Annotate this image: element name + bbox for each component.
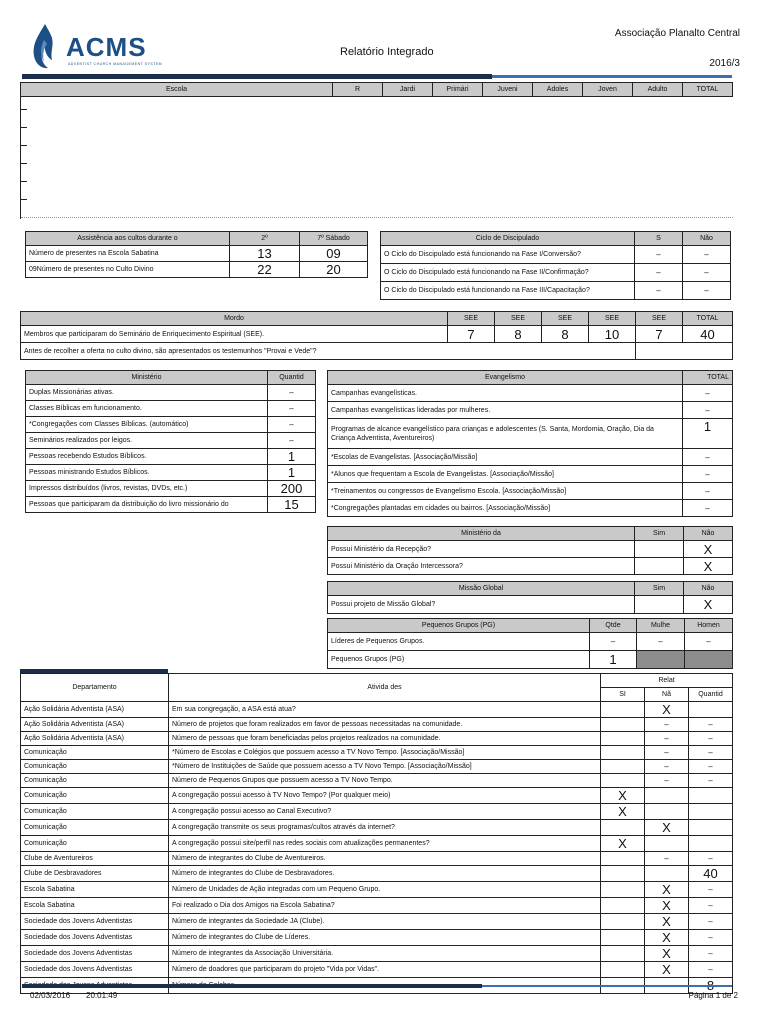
period: 2016/3 [709,58,740,69]
header-bar-accent [492,75,732,78]
footer-page: Página 1 de 2 [688,991,738,1000]
dept-header-atividade: Ativida des [169,674,601,702]
table-row [328,419,733,449]
table-row [381,246,731,264]
dept-activity: Número de integrantes da Associação Universitária. [169,946,601,962]
dept-activity: A congregação possui site/perfil nas redes sociais com atualizações permanentes? [169,836,601,852]
missao-nao: X [684,596,733,614]
mordomia-value: 7 [636,326,683,343]
ministerio-value: 1 [268,449,316,465]
mordomia-value: 8 [542,326,589,343]
dept-sim [601,866,645,882]
dept-activity: *Número de Instituições de Saúde que possuem acesso a TV Novo Tempo. [Associação/Missão] [169,760,601,774]
dept-nao: X [645,962,689,978]
mordomia-empty [636,343,733,360]
dept-quant: – [689,746,733,760]
ministerio-value: – [268,401,316,417]
dept-name: Comunicação [21,746,169,760]
pg-homens: – [685,633,733,651]
pg-qtde: 1 [590,651,637,669]
ministerio-label: Pessoas recebendo Estudos Bíblicos. [26,449,268,465]
footer-date: 02/03/2016 [30,991,71,1000]
dept-header-nao: Nã [645,688,689,702]
assist-value: 20 [300,262,368,278]
logo-subtitle: ADVENTIST CHURCH MANAGEMENT SYSTEM [68,62,163,66]
dept-nao: – [645,732,689,746]
col-adulto: Adulto [633,83,683,97]
ciclo-table [380,231,731,300]
table-row [21,702,733,718]
ministerio-value: – [268,385,316,401]
ministerio-value: – [268,433,316,449]
evangelismo-value: – [683,402,733,419]
evangelismo-label: Campanhas evangelísticas. [328,385,683,402]
ministerio-da-nao: X [684,541,733,558]
table-row [328,402,733,419]
missao-header-sim: Sim [635,582,684,596]
missao-label: Possui projeto de Missão Global? [328,596,635,614]
dept-nao: – [645,718,689,732]
mordomia-header-label: Mordo [21,312,448,326]
assist-label: 09Número de presentes no Culto Divino [26,262,230,278]
pg-mulheres: – [637,633,685,651]
dept-sim [601,760,645,774]
ciclo-header-label: Ciclo de Discipulado [381,232,635,246]
ministerio-da-table [327,526,733,575]
ministerio-da-label: Possui Ministério da Recepção? [328,541,635,558]
ministerio-header-quant: Quantid [268,371,316,385]
dept-name: Escola Sabatina [21,882,169,898]
pg-header-qtde: Qtde [590,619,637,633]
mordomia-total: 40 [683,326,733,343]
dept-nao: X [645,702,689,718]
dept-nao: X [645,882,689,898]
assist-value: 13 [230,246,300,262]
dept-nao: X [645,946,689,962]
ministerio-da-sim [635,558,684,575]
dept-header-departamento: Departamento [21,674,169,702]
dept-name: Comunicação [21,820,169,836]
dept-name: Ação Solidária Adventista (ASA) [21,718,169,732]
table-row [21,866,733,882]
ministerio-label: Seminários realizados por leigos. [26,433,268,449]
logo [30,22,180,72]
pg-homens [685,651,733,669]
ministerio-da-header: Ministério da [328,527,635,541]
table-row [328,651,733,669]
ministerio-da-header-nao: Não [684,527,733,541]
table-row [21,820,733,836]
dept-activity: Número de Unidades de Ação integradas com um Pequeno Grupo. [169,882,601,898]
dept-sim [601,820,645,836]
ciclo-header-sim: S [635,232,683,246]
dept-quant: – [689,946,733,962]
mordomia-table [20,311,733,360]
ministerio-label: Pessoas que participaram da distribuição do livro missionário do [26,497,268,513]
pg-label: Pequenos Grupos (PG) [328,651,590,669]
escola-empty-area [20,97,732,219]
dept-sim [601,882,645,898]
dept-name: Sociedade dos Jovens Adventistas [21,946,169,962]
dept-name: Comunicação [21,774,169,788]
table-row [26,481,316,497]
escola-table [20,82,733,97]
dept-quant: – [689,760,733,774]
evangelismo-value: – [683,385,733,402]
table-row [328,483,733,500]
dept-nao: – [645,852,689,866]
dept-quant [689,702,733,718]
ciclo-label: O Ciclo do Discipulado está funcionando na Fase I/Conversão? [381,246,635,264]
table-row [21,962,733,978]
dept-quant [689,836,733,852]
table-row [21,718,733,732]
dept-nao [645,804,689,820]
assist-header-2: 2º [230,232,300,246]
dept-nao: X [645,914,689,930]
dept-sim: X [601,804,645,820]
missao-header-nao: Não [684,582,733,596]
table-row [21,898,733,914]
dept-activity: *Número de Escolas e Colégios que possuem acesso a TV Novo Tempo. [Associação/Missão] [169,746,601,760]
table-row [381,282,731,300]
dept-activity: Número de integrantes da Sociedade JA (Clube). [169,914,601,930]
dept-sim [601,930,645,946]
table-row [26,449,316,465]
dept-name: Escola Sabatina [21,898,169,914]
table-row [26,246,368,262]
dept-name: Comunicação [21,836,169,852]
dept-quant [689,804,733,820]
pequenos-grupos-table [327,618,733,669]
dept-activity: Número de projetos que foram realizados em favor de pessoas necessitadas na comunidade. [169,718,601,732]
evangelismo-label: *Treinamentos ou congressos de Evangelismo Escola. [Associação/Missão] [328,483,683,500]
table-row [26,262,368,278]
dept-activity: A congregação possui acesso à TV Novo Tempo? (Por qualquer meio) [169,788,601,804]
table-row [328,449,733,466]
pg-header-homens: Homen [685,619,733,633]
footer-time: 20:01:49 [86,991,118,1000]
dept-name: Comunicação [21,760,169,774]
dept-nao: – [645,760,689,774]
header-bar [22,74,492,79]
table-row [26,385,316,401]
table-row [26,465,316,481]
table-row [328,596,733,614]
ciclo-nao: – [683,282,731,300]
mordomia-header-see: SEE [542,312,589,326]
table-row [328,385,733,402]
table-row [26,433,316,449]
dept-sim [601,732,645,746]
dept-activity: Número de doadores que participaram do projeto "Vida por Vidas". [169,962,601,978]
evangelismo-value: – [683,500,733,517]
mordomia-header-total: TOTAL [683,312,733,326]
logo-text: ACMS [66,32,147,62]
dept-activity: Foi realizado o Dia dos Amigos na Escola Sabatina? [169,898,601,914]
evangelismo-value: – [683,466,733,483]
table-row [21,760,733,774]
dept-name: Sociedade dos Jovens Adventistas [21,914,169,930]
dept-header-relat: Relat [601,674,733,688]
dept-quant: – [689,732,733,746]
table-row [328,558,733,575]
dept-name: Ação Solidária Adventista (ASA) [21,732,169,746]
dept-nao: – [645,746,689,760]
ministerio-label: Duplas Missionárias ativas. [26,385,268,401]
pg-header: Pequenos Grupos (PG) [328,619,590,633]
dept-activity: Número de integrantes do Clube de Desbravadores. [169,866,601,882]
table-row [21,804,733,820]
page-title: Relatório Integrado [340,46,434,58]
dept-activity: A congregação transmite os seus programas/cultos através da internet? [169,820,601,836]
evangelismo-header-total: TOTAL [683,371,733,385]
dept-activity: A congregação possui acesso ao Canal Executivo? [169,804,601,820]
evangelismo-label: *Alunos que frequentam a Escola de Evangelistas. [Associação/Missão] [328,466,683,483]
ministerio-value: 15 [268,497,316,513]
dept-sim [601,914,645,930]
mordomia-header-see: SEE [636,312,683,326]
ministerio-value: 1 [268,465,316,481]
dept-sim [601,774,645,788]
assist-label: Número de presentes na Escola Sabatina [26,246,230,262]
table-row [21,882,733,898]
ciclo-sim: – [635,264,683,282]
missao-sim [635,596,684,614]
table-row [328,633,733,651]
assist-value: 09 [300,246,368,262]
dept-sim [601,718,645,732]
ciclo-sim: – [635,282,683,300]
ministerio-label: Impressos distribuídos (livros, revistas, DVDs, etc.) [26,481,268,497]
table-row [21,732,733,746]
footer-bar [22,984,482,988]
dept-sim [601,946,645,962]
mordomia-header-see: SEE [448,312,495,326]
dept-name: Ação Solidária Adventista (ASA) [21,702,169,718]
table-row [26,497,316,513]
dept-nao: X [645,898,689,914]
table-row [21,774,733,788]
ministerio-label: Classes Bíblicas em funcionamento. [26,401,268,417]
ministerio-da-nao: X [684,558,733,575]
mordomia-header-see: SEE [589,312,636,326]
dept-quant: – [689,774,733,788]
col-escola: Escola [21,83,333,97]
ministerio-value: 200 [268,481,316,497]
departamento-table [20,673,733,994]
assist-header-7: 7º Sábado [300,232,368,246]
dept-quant: – [689,882,733,898]
dept-quant: 40 [689,866,733,882]
dept-sim [601,852,645,866]
col-primario: Primári [433,83,483,97]
col-juvenil: Juveni [483,83,533,97]
ciclo-nao: – [683,264,731,282]
assist-value: 22 [230,262,300,278]
mordomia-value: 7 [448,326,495,343]
mordomia-empty [542,343,636,360]
table-row [21,788,733,804]
dept-sim [601,746,645,760]
table-row [26,417,316,433]
dept-sim [601,702,645,718]
evangelismo-header-label: Evangelismo [328,371,683,385]
dept-quant: – [689,914,733,930]
dept-quant: – [689,718,733,732]
ciclo-header-nao: Não [683,232,731,246]
missao-header: Missão Global [328,582,635,596]
ciclo-sim: – [635,246,683,264]
dept-nao [645,788,689,804]
col-jardim: Jardi [383,83,433,97]
dept-quant: – [689,930,733,946]
ministerio-da-label: Possui Ministério da Oração Intercessora? [328,558,635,575]
assist-header-label: Assistência aos cultos durante o [26,232,230,246]
dept-nao: X [645,820,689,836]
pg-mulheres [637,651,685,669]
evangelismo-label: *Congregações plantadas em cidades ou bairros. [Associação/Missão] [328,500,683,517]
dept-activity: Em sua congregação, a ASA está atua? [169,702,601,718]
table-row [21,852,733,866]
evangelismo-label: Programas de alcance evangelístico para crianças e adolescentes (S. Santa, Mordomia, Oração, Dia da Criança Adventista, Aventureiros) [328,419,683,449]
ministerio-label: Pessoas ministrando Estudos Bíblicos. [26,465,268,481]
dept-activity: Número de integrantes do Clube de Líderes. [169,930,601,946]
dept-name: Clube de Desbravadores [21,866,169,882]
dept-quant: – [689,852,733,866]
dept-nao [645,836,689,852]
flame-logo-icon [30,22,60,70]
table-row [21,326,733,343]
table-row [21,343,733,360]
mordomia-label: Membros que participaram do Seminário de Enriquecimento Espiritual (SEE). [21,326,448,343]
table-row [328,500,733,517]
dept-quant: – [689,898,733,914]
col-adolescente: Adoles [533,83,583,97]
table-row [21,930,733,946]
table-row [328,466,733,483]
pg-label: Líderes de Pequenos Grupos. [328,633,590,651]
table-row [328,541,733,558]
ministerio-da-header-sim: Sim [635,527,684,541]
dept-name: Sociedade dos Jovens Adventistas [21,930,169,946]
evangelismo-value: – [683,449,733,466]
evangelismo-value: – [683,483,733,500]
ministerio-label: *Congregações com Classes Bíblicas. (automático) [26,417,268,433]
table-row [381,264,731,282]
table-row [26,401,316,417]
table-row [21,836,733,852]
dept-name: Comunicação [21,804,169,820]
dept-activity: Número de Pequenos Grupos que possuem acesso a TV Novo Tempo. [169,774,601,788]
dept-quant [689,788,733,804]
dept-sim: X [601,788,645,804]
pg-qtde: – [590,633,637,651]
dept-name: Comunicação [21,788,169,804]
dept-sim [601,962,645,978]
missao-global-table [327,581,733,614]
dept-activity: Número de integrantes do Clube de Aventureiros. [169,852,601,866]
org-name: Associação Planalto Central [614,28,740,39]
table-row [21,946,733,962]
table-row [21,914,733,930]
ciclo-label: O Ciclo do Discipulado está funcionando na Fase III/Capacitação? [381,282,635,300]
dept-name: Sociedade dos Jovens Adventistas [21,962,169,978]
dept-nao [645,866,689,882]
footer-bar-accent [482,985,732,987]
dept-header-quant: Quantid [689,688,733,702]
mordomia-value: 10 [589,326,636,343]
ministerio-table [25,370,316,513]
table-row [21,746,733,760]
mordomia-label: Antes de recolher a oferta no culto divino, são apresentados os testemunhos "Provai e Vede"? [21,343,542,360]
assistencia-table [25,231,368,278]
ministerio-value: – [268,417,316,433]
ministerio-da-sim [635,541,684,558]
dept-name: Clube de Aventureiros [21,852,169,866]
ministerio-header-label: Ministério [26,371,268,385]
dept-header-sim: SI [601,688,645,702]
dept-sim: X [601,836,645,852]
dept-quant: – [689,962,733,978]
mordomia-header-see: SEE [495,312,542,326]
col-jovem: Joven [583,83,633,97]
dept-activity: Número de pessoas que foram beneficiadas pelos projetos realizados na comunidade. [169,732,601,746]
ciclo-label: O Ciclo do Discipulado está funcionando na Fase II/Confirmação? [381,264,635,282]
evangelismo-value: 1 [683,419,733,449]
evangelismo-label: Campanhas evangelísticas lideradas por mulheres. [328,402,683,419]
evangelismo-label: *Escolas de Evangelistas. [Associação/Missão] [328,449,683,466]
dept-nao: X [645,930,689,946]
col-total: TOTAL [683,83,733,97]
dept-quant [689,820,733,836]
mordomia-value: 8 [495,326,542,343]
pg-header-mulheres: Mulhe [637,619,685,633]
ciclo-nao: – [683,246,731,264]
evangelismo-table [327,370,733,517]
dept-nao: – [645,774,689,788]
dept-sim [601,898,645,914]
col-r: R [333,83,383,97]
